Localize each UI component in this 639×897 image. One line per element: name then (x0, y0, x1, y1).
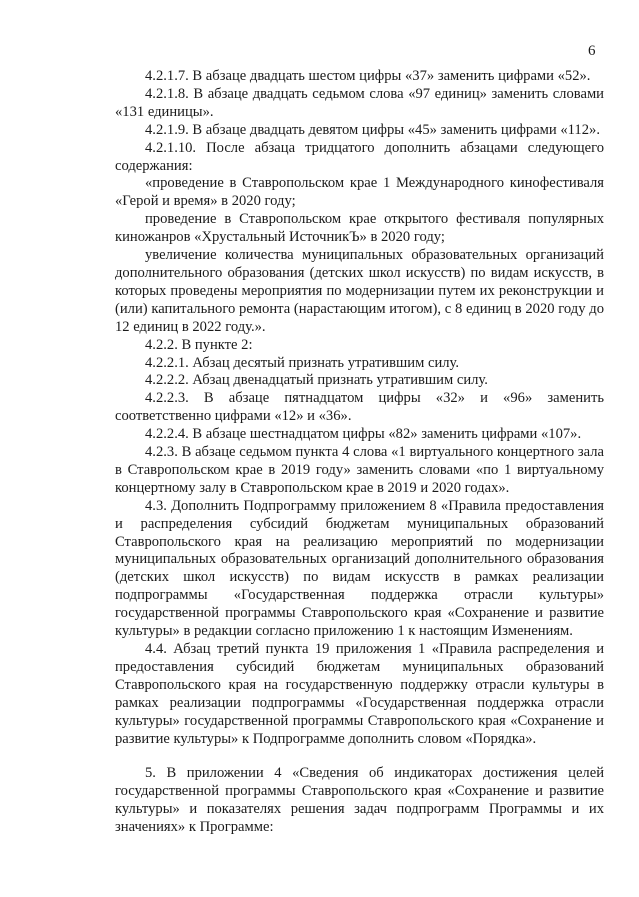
paragraph-4-2-1-7: 4.2.1.7. В абзаце двадцать шестом цифры «37» заменить цифрами «52». (145, 68, 591, 84)
paragraph-4-2-1-8: 4.2.1.8. В абзаце двадцать седьмом слова «97 единиц» заменить словами «131 единицы». (115, 85, 604, 120)
paragraph-4-2-3: 4.2.3. В абзаце седьмом пункта 4 слова «1 виртуального концертного зала в Ставропольском крае в 2019 году» заменить словами «по 1 виртуальному концертному залу в Ставропольском крае в 2019 и 2020 годах». (115, 444, 604, 496)
paragraph-4-2-2: 4.2.2. В пункте 2: (145, 336, 253, 353)
paragraph-4-2-2-2: 4.2.2.2. Абзац двенадцатый признать утратившим силу. (145, 372, 488, 389)
paragraph-4-2-1-9: 4.2.1.9. В абзаце двадцать девятом цифры «45» заменить цифрами «112». (145, 121, 600, 138)
paragraph-4-3: 4.3. Дополнить Подпрограмму приложением 8 «Правила предоставления и распределения субсидий бюджетам муниципальных образований Ставропольского края на реализацию мероприятий по модернизации муниципальных образовательных организаций дополнительного образования (детских школ искусств) по видам искусств в рамках реализации подпрограммы «Государственная поддержка отрасли культуры» государственной программы Ставропольского края «Сохранение и развитие культуры» в редакции согласно приложению 1 к настоящим Изменениям. (115, 497, 604, 640)
paragraph-4-2-2-3: 4.2.2.3. В абзаце пятнадцатом цифры «32» и «96» заменить соответственно цифрами «12» и «36». (115, 390, 604, 425)
quoted-paragraph-festival: «проведение в Ставропольском крае 1 Международного кинофестиваля «Герой и время» в 2020 году; (115, 175, 604, 210)
page-number: 6 (588, 43, 596, 59)
quoted-paragraph-open-festival: проведение в Ставропольском крае открытого фестиваля популярных киножанров «Хрустальный ИсточникЪ» в 2020 году; (115, 211, 604, 246)
paragraph-5: 5. В приложении 4 «Сведения об индикаторах достижения целей государственной программы Ставропольского края «Сохранение и развитие культуры» и показателях решения задач подпрограмм Программы и их значениях» к Программе: (115, 765, 604, 836)
paragraph-4-2-1-10: 4.2.1.10. После абзаца тридцатого дополнить абзацами следующего содержания: (115, 139, 604, 174)
quoted-paragraph-organizations: увеличение количества муниципальных образовательных организаций дополнительного образования (детских школ искусств) по видам искусств, в которых проведены мероприятия по модернизации путем их реконструкции и (или) капитального ремонта (нарастающим итогом), с 8 единиц в 2020 году до 12 единиц в 2022 году.». (115, 247, 604, 335)
paragraph-4-2-2-4: 4.2.2.4. В абзаце шестнадцатом цифры «82» заменить цифрами «107». (145, 426, 582, 443)
document-body (115, 68, 604, 837)
paragraph-4-4: 4.4. Абзац третий пункта 19 приложения 1 «Правила распределения и предоставления субсидий бюджетам муниципальных образований Ставропольского края на государственную поддержку отрасли культуры в рамках реализации подпрограммы «Государственная поддержка отрасли культуры» государственной программы Ставропольского края «Сохранение и развитие культуры» к Подпрограмме дополнить словом «Порядка». (115, 641, 604, 747)
paragraph-4-2-2-1: 4.2.2.1. Абзац десятый признать утратившим силу. (145, 354, 460, 371)
